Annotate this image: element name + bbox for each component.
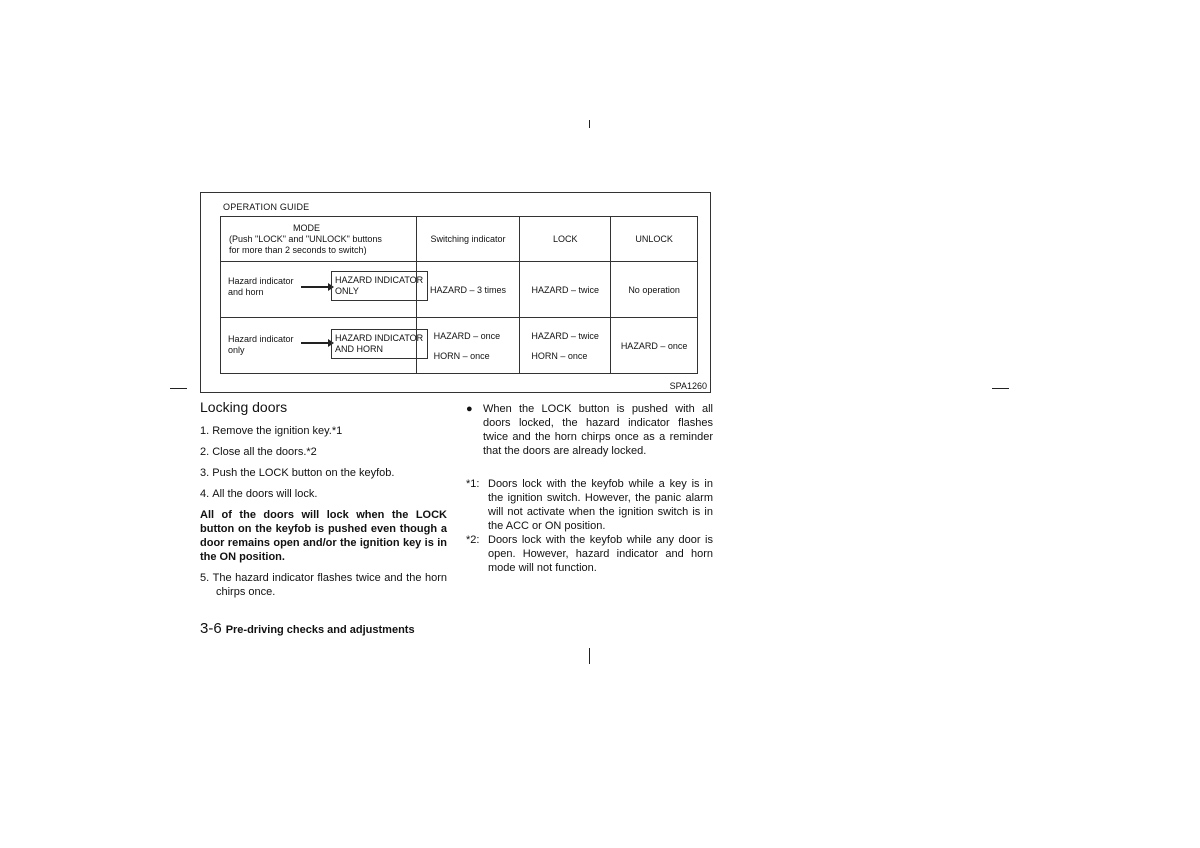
footnote <box>466 533 713 575</box>
mode-from-line: Hazard indicator <box>228 276 294 286</box>
table-row <box>221 262 698 318</box>
mode-from <box>228 276 294 298</box>
mode-cell <box>221 262 424 318</box>
step-item: 3. Push the LOCK button on the keyfob. <box>200 467 395 479</box>
unlock-header-cell: UNLOCK <box>611 217 698 262</box>
step-item: 2. Close all the doors.*2 <box>200 446 317 458</box>
switching-cell: HAZARD – 3 times <box>416 262 520 318</box>
section-title: Pre-driving checks and adjustments <box>225 624 415 636</box>
table-row <box>221 318 698 374</box>
footnote-key: *1: <box>466 478 480 490</box>
step-item: 5. The hazard indicator flashes twice and the horn chirps once. <box>200 572 447 598</box>
unlock-cell: No operation <box>611 262 698 318</box>
lock-line: HORN – once <box>531 350 588 361</box>
arrow-right-icon <box>301 342 329 344</box>
right-column <box>466 402 713 575</box>
warning-text: All of the doors will lock when the LOCK button on the keyfob is pushed even though a door remains open and/or the ignition key is in the ON position. <box>200 509 447 563</box>
mode-header-title: MODE <box>293 222 320 233</box>
footnote-text: Doors lock with the keyfob while a key is in the ignition switch. However, the panic alarm will not activate when the ignition switch is in the ACC or ON position. <box>488 478 713 532</box>
lock-line: HAZARD – twice <box>531 330 599 341</box>
mode-from <box>228 334 294 356</box>
page-footer <box>200 620 415 637</box>
section-heading: Locking doors <box>200 399 288 415</box>
table-header-row <box>221 217 698 262</box>
crop-mark-top <box>589 120 590 128</box>
left-column <box>200 400 447 606</box>
lock-cell: HAZARD – twice <box>520 262 611 318</box>
footnote <box>466 477 713 533</box>
step-item: 1. Remove the ignition key.*1 <box>200 425 343 437</box>
switching-line: HAZARD – once <box>433 330 501 341</box>
mode-header-line: (Push "LOCK" and "UNLOCK" buttons <box>229 233 382 244</box>
footnote-text: Doors lock with the keyfob while any door is open. However, hazard indicator and horn mode will not function. <box>488 534 713 574</box>
lock-header-cell: LOCK <box>520 217 611 262</box>
arrow-right-icon <box>301 286 329 288</box>
mode-cell <box>221 318 424 374</box>
mode-header-line: for more than 2 seconds to switch) <box>229 244 367 255</box>
footnote-key: *2: <box>466 534 480 546</box>
lock-cell <box>520 318 611 374</box>
mode-to-box <box>331 329 428 359</box>
crop-mark-left <box>170 388 187 389</box>
mode-from-line: Hazard indicator <box>228 334 294 344</box>
mode-to-box <box>331 271 428 301</box>
figure-code: SPA1260 <box>669 381 707 391</box>
switching-cell <box>416 318 520 374</box>
mode-to-line: HAZARD INDICATOR <box>335 333 424 343</box>
mode-to-line: AND HORN <box>335 344 384 354</box>
crop-mark-bottom <box>589 648 590 664</box>
step-item: 4. All the doors will lock. <box>200 488 318 500</box>
crop-mark-right <box>992 388 1009 389</box>
mode-from-line: and horn <box>228 287 264 297</box>
unlock-cell: HAZARD – once <box>611 318 698 374</box>
bullet-icon: ● <box>466 403 473 415</box>
page-number: 3-6 <box>200 620 222 637</box>
mode-to-line: ONLY <box>335 286 359 296</box>
guide-title: OPERATION GUIDE <box>223 202 310 212</box>
mode-header-cell <box>221 217 417 262</box>
operation-guide-figure <box>200 192 711 393</box>
bullet-text: When the LOCK button is pushed with all doors locked, the hazard indicator flashes twice and the horn chirps once as a reminder that the doors are already locked. <box>483 403 713 457</box>
mode-to-line: HAZARD INDICATOR <box>335 275 424 285</box>
mode-from-line: only <box>228 345 245 355</box>
switching-line: HORN – once <box>433 350 490 361</box>
operation-guide-table <box>220 216 698 374</box>
switching-header-cell: Switching indicator <box>416 217 520 262</box>
bullet-item <box>466 402 713 458</box>
